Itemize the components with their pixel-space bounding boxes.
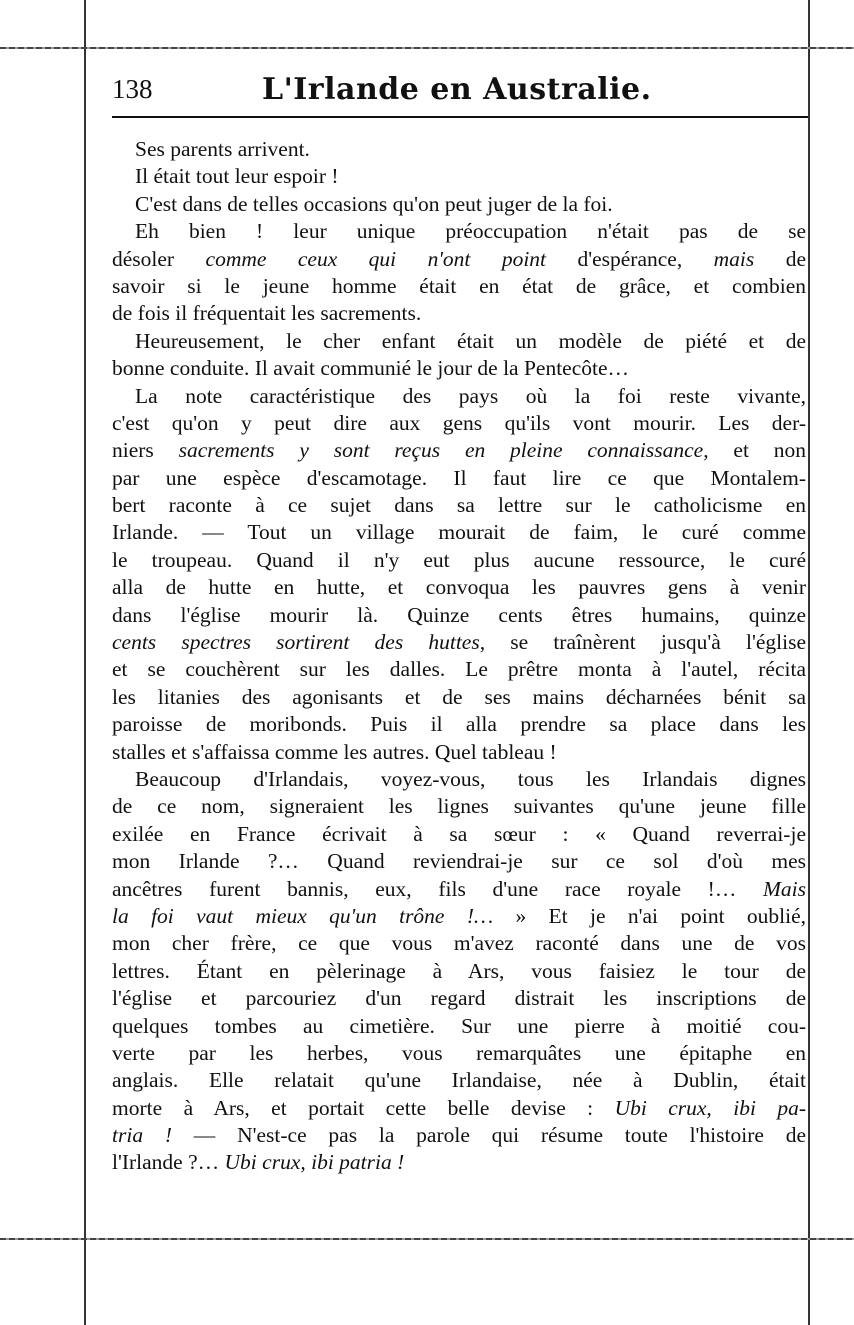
text-line [112, 383, 806, 410]
page-edge-top [0, 47, 854, 49]
text-line [112, 656, 806, 683]
text-segment: désoler [112, 246, 206, 271]
text-line [112, 437, 806, 464]
text-segment: ancêtres furent bannis, eux, fils d'une race royale !… [112, 876, 763, 901]
text-segment: , et non [703, 438, 806, 463]
italic-text: cents spectres sortirent des huttes [112, 630, 480, 655]
text-line [112, 465, 806, 492]
text-line [112, 1149, 806, 1176]
italic-text: comme ceux qui n'ont point [205, 246, 547, 271]
text-line [112, 547, 806, 574]
text-line [112, 136, 806, 163]
text-segment: C'est dans de telles occasions qu'on peut juger de la foi. [135, 191, 613, 216]
text-segment: les litanies des agonisants et de ses mains décharnées bénit sa [112, 684, 806, 709]
running-header [112, 72, 806, 112]
text-segment: quelques tombes au cimetière. Sur une pierre à moitié cou- [112, 1013, 806, 1038]
text-line [112, 958, 806, 985]
text-line [112, 876, 806, 903]
text-segment: alla de hutte en hutte, et convoqua les pauvres gens à venir [112, 575, 806, 600]
text-segment: La note caractéristique des pays où la foi reste vivante, [135, 383, 806, 408]
text-segment: niers [112, 438, 179, 463]
text-segment: l'Irlande ?… [112, 1150, 225, 1175]
text-segment: exilée en France écrivait à sa sœur : « Quand reverrai-je [112, 821, 806, 846]
text-segment: anglais. Elle relatait qu'une Irlandaise, née à Dublin, était [112, 1068, 806, 1093]
italic-text: sacrements y sont reçus en pleine connaissance [178, 438, 704, 463]
italic-text: tria ! [112, 1123, 173, 1148]
text-segment: , se traînèrent jusqu'à l'église [479, 630, 806, 655]
text-segment: stalles et s'affaissa comme les autres. Quel tableau ! [112, 739, 557, 764]
page-edge-right [808, 0, 810, 1325]
text-segment: et se couchèrent sur les dalles. Le prêtre monta à l'autel, récita [112, 657, 806, 682]
text-segment: mon Irlande ?… Quand reviendrai-je sur ce sol d'où mes [112, 849, 806, 874]
text-line [112, 519, 806, 546]
page-edge-bottom [0, 1238, 854, 1240]
text-line [112, 684, 806, 711]
text-segment: paroisse de moribonds. Puis il alla prendre sa place dans les [112, 712, 806, 737]
text-line [112, 629, 806, 656]
text-segment: dans l'église mourir là. Quinze cents êtres humains, quinze [112, 602, 806, 627]
italic-text: Ubi crux, ibi pa- [614, 1095, 806, 1120]
text-segment: Heureusement, le cher enfant était un modèle de piété et de [135, 328, 806, 353]
text-segment: le troupeau. Quand il n'y eut plus aucune ressource, le curé [112, 547, 806, 572]
text-segment: lettres. Étant en pèlerinage à Ars, vous faisiez le tour de [112, 958, 806, 983]
text-segment: Irlande. — Tout un village mourait de faim, le curé comme [112, 520, 806, 545]
text-line [112, 1067, 806, 1094]
text-line [112, 574, 806, 601]
text-segment: morte à Ars, et portait cette belle devise : [112, 1095, 615, 1120]
text-segment: — N'est-ce pas la parole qui résume toute l'histoire de [172, 1123, 806, 1148]
italic-text: Mais [763, 876, 806, 901]
italic-text: la foi vaut mieux qu'un trône !… [112, 903, 494, 928]
text-line [112, 410, 806, 437]
page-edge-left [84, 0, 86, 1325]
text-line [112, 328, 806, 355]
text-line [112, 711, 806, 738]
page-number: 138 [112, 74, 153, 104]
text-segment: Beaucoup d'Irlandais, voyez-vous, tous les Irlandais dignes [135, 766, 806, 791]
italic-text: Ubi crux, ibi patria ! [224, 1150, 405, 1175]
text-segment: c'est qu'on y peut dire aux gens qu'ils vont mourir. Les der- [112, 410, 806, 435]
text-line [112, 246, 806, 273]
text-line [112, 1122, 806, 1149]
text-line [112, 766, 806, 793]
text-segment: » Et je n'ai point oublié, [493, 903, 807, 928]
text-line [112, 793, 806, 820]
body-text [112, 136, 806, 1177]
running-title: L'Irlande en Australie. [262, 72, 652, 107]
text-line [112, 163, 806, 190]
text-line [112, 930, 806, 957]
text-line [112, 821, 806, 848]
text-line [112, 191, 806, 218]
text-line [112, 1013, 806, 1040]
text-line [112, 985, 806, 1012]
text-segment: de ce nom, signeraient les lignes suivantes qu'une jeune fille [112, 794, 806, 819]
text-segment: par une espèce d'escamotage. Il faut lire ce que Montalem- [112, 465, 806, 490]
text-segment: de [754, 246, 806, 271]
text-segment: de fois il fréquentait les sacrements. [112, 301, 422, 326]
text-line [112, 492, 806, 519]
text-segment: l'église et parcouriez d'un regard distrait les inscriptions de [112, 986, 806, 1011]
text-segment: Il était tout leur espoir ! [135, 164, 339, 189]
text-line [112, 1095, 806, 1122]
text-line [112, 355, 806, 382]
text-segment: Eh bien ! leur unique préoccupation n'était pas de se [135, 219, 806, 244]
text-segment: bonne conduite. Il avait communié le jour de la Pentecôte… [112, 356, 630, 381]
text-line [112, 300, 806, 327]
text-segment: savoir si le jeune homme était en état de grâce, et combien [112, 273, 806, 298]
text-segment: bert raconte à ce sujet dans sa lettre sur le catholicisme en [112, 493, 806, 518]
text-line [112, 273, 806, 300]
header-rule [112, 116, 808, 118]
text-segment: verte par les herbes, vous remarquâtes une épitaphe en [112, 1040, 806, 1065]
text-line [112, 1040, 806, 1067]
text-line [112, 903, 806, 930]
text-line [112, 739, 806, 766]
text-line [112, 848, 806, 875]
text-segment: mon cher frère, ce que vous m'avez raconté dans une de vos [112, 931, 806, 956]
text-segment: Ses parents arrivent. [135, 137, 310, 161]
text-line [112, 218, 806, 245]
italic-text: mais [713, 246, 755, 271]
text-segment: d'espérance, [546, 246, 714, 271]
text-line [112, 602, 806, 629]
